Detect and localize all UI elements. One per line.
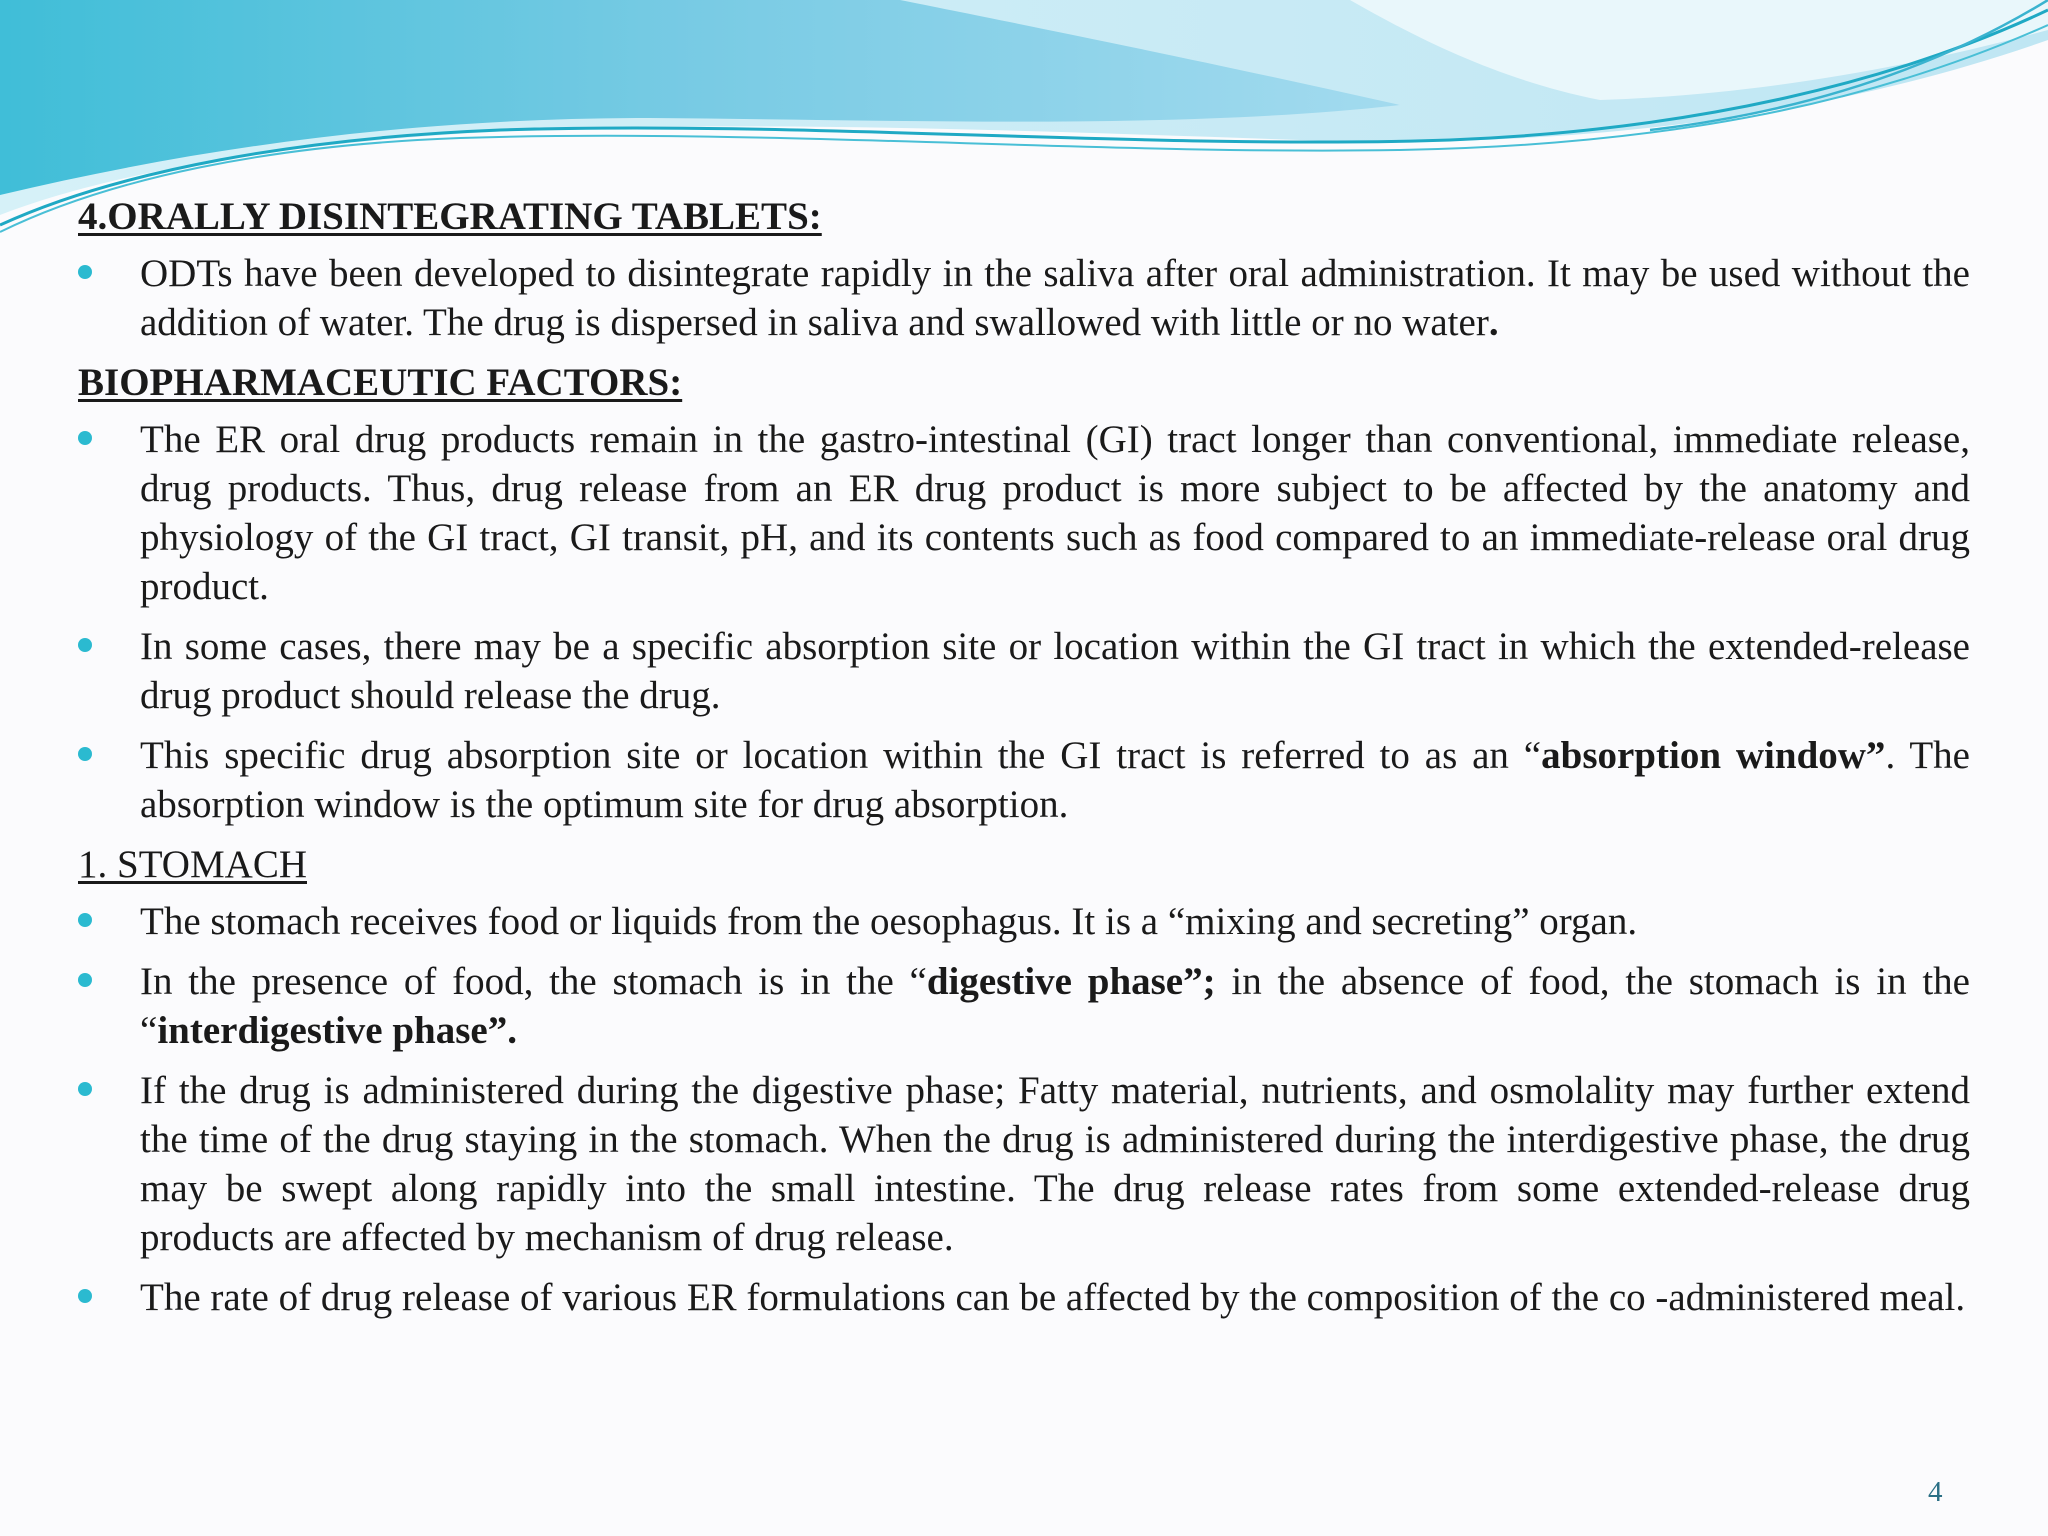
bullet-absorption-site-text: In some cases, there may be a specific absorption site or location within the GI tract in which the extended-release drug product should release the drug.	[140, 625, 1970, 717]
bullet-digestive-administration	[78, 1066, 1970, 1262]
heading-biopharmaceutic-factors: BIOPHARMACEUTIC FACTORS:	[78, 361, 683, 404]
bullet-er-gi-tract-text: The ER oral drug products remain in the gastro-intestinal (GI) tract longer than conventional, immediate release, drug products. Thus, drug release from an ER drug product is more subject to be affected by the anatomy and physiology of the GI tract, GI transit, pH, and its contents such as food compared to an immediate-release oral drug product.	[140, 418, 1970, 608]
bullet-er-gi-tract	[78, 415, 1970, 611]
bullet-release-rate-meal	[78, 1273, 1970, 1322]
bullet-release-rate-meal-text: The rate of drug release of various ER formulations can be affected by the composition of the co -administered meal.	[140, 1276, 1966, 1319]
bullet-absorption-site	[78, 622, 1970, 720]
bullet-interdigestive-phase: interdigestive phase”.	[157, 1009, 517, 1052]
page-number: 4	[1928, 1476, 1943, 1508]
bullet-stomach-receives	[78, 897, 1970, 946]
bullet-absorption-window-bold: absorption window”	[1541, 734, 1886, 777]
bullet-absorption-window-pre: This specific drug absorption site or location within the GI tract is referred to as an “	[140, 734, 1542, 777]
bullet-dot-icon	[78, 265, 92, 279]
bullet-stomach-phases-mid: in the absence of food, the stomach is in the “	[140, 960, 1970, 1052]
bullet-dot-icon	[78, 747, 92, 761]
bullet-absorption-window	[78, 731, 1970, 829]
bullet-dot-icon	[78, 973, 92, 987]
bullet-stomach-phases-pre: In the presence of food, the stomach is in the “	[140, 960, 927, 1003]
bullet-odt-text: ODTs have been developed to disintegrate rapidly in the saliva after oral administration. It may be used without the addition of water. The drug is dispersed in saliva and swallowed with little or no water	[140, 252, 1970, 344]
heading-stomach: 1. STOMACH	[78, 843, 307, 886]
heading-odt: 4.ORALLY DISINTEGRATING TABLETS:	[78, 195, 822, 238]
bullet-odt-end: .	[1488, 301, 1499, 344]
bullet-absorption-window-post: . The absorption window is the optimum site for drug absorption.	[140, 734, 1970, 826]
bullet-dot-icon	[78, 1082, 92, 1096]
bullet-digestive-administration-text: If the drug is administered during the digestive phase; Fatty material, nutrients, and osmolality may further extend the time of the drug staying in the stomach. When the drug is administered during the interdigestive phase, the drug may be swept along rapidly into the small intestine. The drug release rates from some extended-release drug products are affected by mechanism of drug release.	[140, 1069, 1970, 1259]
bullet-odt-definition	[78, 249, 1970, 347]
slide-content	[78, 192, 1970, 1333]
bullet-dot-icon	[78, 913, 92, 927]
bullet-dot-icon	[78, 638, 92, 652]
bullet-digestive-phase: digestive phase”;	[926, 960, 1216, 1003]
bullet-dot-icon	[78, 1289, 92, 1303]
bullet-stomach-receives-text: The stomach receives food or liquids from the oesophagus. It is a “mixing and secreting” organ.	[140, 900, 1638, 943]
bullet-stomach-phases	[78, 957, 1970, 1055]
bullet-dot-icon	[78, 431, 92, 445]
